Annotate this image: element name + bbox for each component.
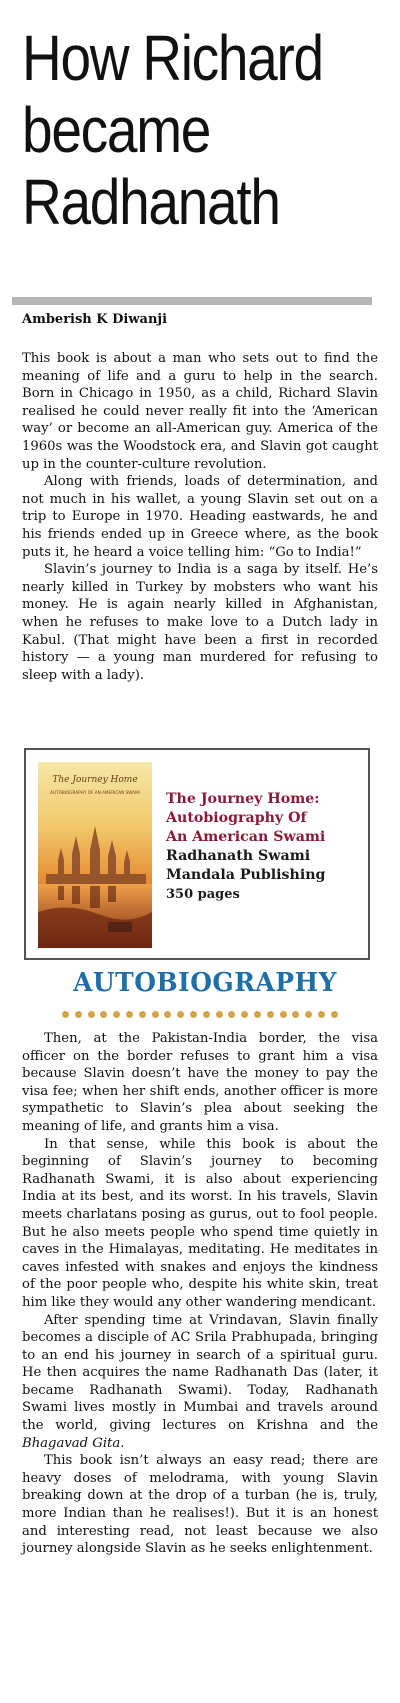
divider-dot bbox=[267, 1011, 274, 1018]
book-title-line-2: Autobiography Of bbox=[166, 810, 307, 826]
divider-dot bbox=[88, 1011, 95, 1018]
divider-dot bbox=[100, 1011, 107, 1018]
divider-dot bbox=[241, 1011, 248, 1018]
divider-dot bbox=[280, 1011, 287, 1018]
paragraph-7: This book isn’t always an easy read; there are heavy doses of melodrama, with young Slavin breaking down at the drop of a turban (he is, truly, more Indian than he realises!). But it is an honest and interesting read, not least because we also journey alongside Slavin as he seeks enlightenment. bbox=[22, 1453, 378, 1557]
paragraph-1: This book is about a man who sets out to find the meaning of life and a guru to help in the search. Born in Chicago in 1950, as a child, Richard Slavin realised he could never really fit into the ‘American way’ or become an all-American guy. America of the 1960s was the Woodstock era, and Slavin got caught up in the counter-culture revolution. bbox=[22, 351, 378, 472]
book-title-line-1: The Journey Home: bbox=[166, 791, 320, 807]
section-label: AUTOBIOGRAPHY bbox=[73, 968, 337, 998]
dotted-divider bbox=[62, 1010, 342, 1020]
book-meta bbox=[166, 847, 366, 885]
divider-dot bbox=[126, 1011, 133, 1018]
book-cover-image bbox=[38, 762, 152, 948]
paragraph-6-italic: Bhagavad Gita bbox=[22, 1435, 121, 1451]
divider-dot bbox=[216, 1011, 223, 1018]
divider-dot bbox=[305, 1011, 312, 1018]
book-details bbox=[166, 790, 366, 904]
paragraph-5: In that sense, while this book is about the beginning of Slavin’s journey to becoming Radhanath Swami, it is also about experiencing India at its best, and its worst. In his travels, Slavin meets charlatans posing as gurus, out to fool people. But he also meets people who spend time quietly in caves in the Himalayas, meditating. He meditates in caves infested with snakes and enjoys the kindness of the poor people who, despite his white skin, treat him like they would any other wandering mendicant. bbox=[22, 1136, 378, 1310]
divider-dot bbox=[139, 1011, 146, 1018]
divider-dot bbox=[203, 1011, 210, 1018]
paragraph-2: Along with friends, loads of determination, and not much in his wallet, a young Slavin set out on a trip to Europe in 1970. Heading eastwards, he and his friends ended up in Greece where, as the book puts it, he heard a voice telling him: “Go to India!” bbox=[22, 474, 378, 560]
paragraph-6 bbox=[22, 1312, 378, 1453]
divider-dot bbox=[254, 1011, 261, 1018]
book-info-box bbox=[24, 748, 370, 960]
book-author: Radhanath Swami bbox=[166, 848, 311, 864]
divider-dot bbox=[292, 1011, 299, 1018]
divider-dot bbox=[228, 1011, 235, 1018]
divider-dot bbox=[331, 1011, 338, 1018]
byline: Amberish K Diwanji bbox=[22, 312, 168, 327]
cover-subtitle-text: AUTOBIOGRAPHY OF AN AMERICAN SWAMI bbox=[50, 790, 140, 795]
divider-dot bbox=[113, 1011, 120, 1018]
divider-dot bbox=[164, 1011, 171, 1018]
book-publisher: Mandala Publishing bbox=[166, 867, 326, 883]
paragraph-4: Then, at the Pakistan-India border, the visa officer on the border refuses to grant him a visa because Slavin doesn’t have the money to pay the visa fee; when her shift ends, another officer is more sympathetic to Slavin’s plea about seeking the meaning of life, and grants him a visa. bbox=[22, 1031, 378, 1134]
paragraph-6-text: After spending time at Vrindavan, Slavin finally becomes a disciple of AC Srila Prabhupada, bringing to an end his journey in search of a spiritual guru. He then acquires the name Radhanath Das (later, it became Radhanath Swami). Today, Radhanath Swami lives mostly in Mumbai and travels around the world, giving lectures on Krishna and the bbox=[22, 1312, 378, 1434]
book-pages: 350 pages bbox=[166, 887, 240, 902]
cover-title-text: The Journey Home bbox=[52, 775, 138, 785]
book-title-line-3: An American Swami bbox=[166, 829, 326, 845]
book-title bbox=[166, 790, 366, 847]
divider-dot bbox=[62, 1011, 69, 1018]
intro-column bbox=[22, 350, 378, 684]
divider-dot bbox=[190, 1011, 197, 1018]
divider-dot bbox=[318, 1011, 325, 1018]
headline-line-3: Radhanath bbox=[22, 166, 280, 238]
headline-line-2: became bbox=[22, 94, 211, 166]
paragraph-6-end: . bbox=[120, 1435, 125, 1451]
main-column bbox=[22, 1030, 378, 1558]
paragraph-3: Slavin’s journey to India is a saga by itself. He’s nearly killed in Turkey by mobsters who want his money. He is again nearly killed in Afghanistan, when he refuses to make love to a Dutch lady in Kabul. (That might have been a first in recorded history — a young man murdered for refusing to sleep with a lady). bbox=[22, 562, 378, 683]
headline bbox=[22, 22, 332, 238]
divider-dot bbox=[75, 1011, 82, 1018]
headline-rule bbox=[12, 297, 372, 305]
headline-line-1: How Richard bbox=[22, 22, 323, 94]
divider-dot bbox=[152, 1011, 159, 1018]
divider-dot bbox=[177, 1011, 184, 1018]
